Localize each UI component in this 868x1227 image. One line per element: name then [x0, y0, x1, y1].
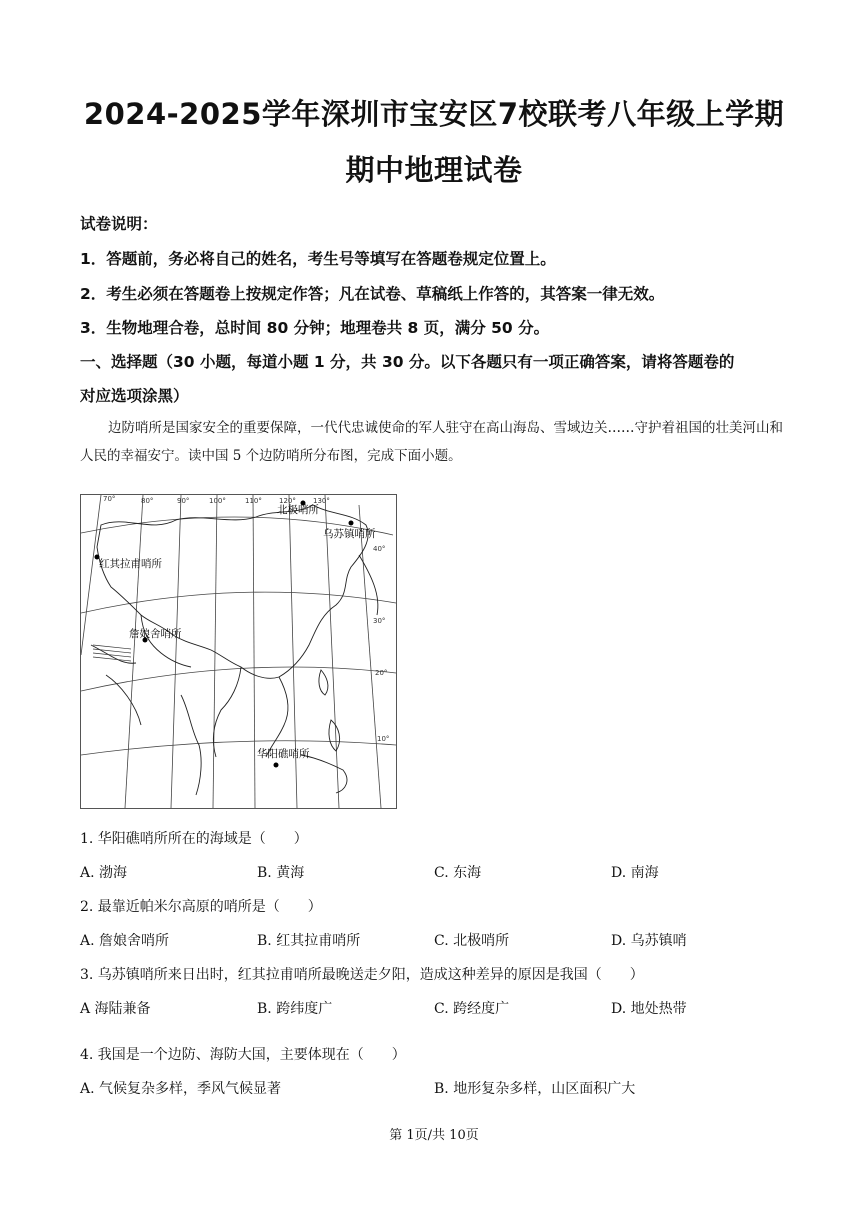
q1-option-a: A. 渤海	[80, 865, 128, 881]
instruction-item-3: 3．生物地理合卷，总时间 80 分钟；地理卷共 8 页，满分 50 分。	[80, 319, 550, 337]
section-heading-line1: 一、选择题（30 小题，每道小题 1 分，共 30 分。以下各题只有一项正确答案，请将答题卷的	[80, 353, 735, 371]
lon-label-80: 80°	[141, 497, 154, 505]
q2-option-c: C. 北极哨所	[434, 933, 510, 949]
question-1-stem: 1. 华阳礁哨所所在的海域是（ ）	[80, 831, 308, 847]
post-marker-huayangjiao	[274, 763, 279, 768]
q1-option-c: C. 东海	[434, 865, 482, 881]
q3-option-c: C. 跨经度广	[434, 1001, 510, 1017]
lon-label-110: 110°	[245, 497, 262, 505]
question-4-stem: 4. 我国是一个边防、海防大国，主要体现在（ ）	[80, 1047, 406, 1063]
instructions-heading: 试卷说明：	[80, 215, 158, 233]
lon-label-130: 130°	[313, 497, 330, 505]
lon-label-120: 120°	[279, 497, 296, 505]
q1-option-b: B. 黄海	[257, 865, 305, 881]
page-footer: 第 1页/共 10页	[389, 1128, 479, 1143]
post-label-hongqilafu: 红其拉甫哨所	[99, 558, 162, 570]
q3-option-a: A 海陆兼备	[80, 1001, 151, 1017]
q3-option-d: D. 地处热带	[611, 1001, 687, 1017]
q2-option-a: A. 詹娘舍哨所	[80, 933, 170, 949]
q2-option-b: B. 红其拉甫哨所	[257, 933, 361, 949]
lat-label-30: 30°	[373, 617, 386, 625]
post-marker-wusuzhen	[349, 521, 354, 526]
exam-title-line2: 期中地理试卷	[345, 153, 523, 187]
q2-option-d: D. 乌苏镇哨	[611, 933, 687, 949]
question-2-stem: 2. 最靠近帕米尔高原的哨所是（ ）	[80, 899, 322, 915]
post-label-zhanniangshe: 詹娘舍哨所	[129, 628, 182, 640]
lat-label-40: 40°	[373, 545, 386, 553]
q1-option-d: D. 南海	[611, 865, 659, 881]
map-drawing	[81, 495, 396, 808]
lat-label-20: 20°	[375, 669, 388, 677]
instruction-item-1: 1．答题前，务必将自己的姓名，考生号等填写在答题卷规定位置上。	[80, 250, 556, 268]
exam-title-line1: 2024-2025学年深圳市宝安区7校联考八年级上学期	[83, 97, 785, 131]
post-label-wusuzhen: 乌苏镇哨所	[323, 528, 376, 540]
lon-label-100: 100°	[209, 497, 226, 505]
q3-option-b: B. 跨纬度广	[257, 1001, 333, 1017]
border-posts-map	[80, 494, 397, 809]
post-label-huayangjiao: 华阳礁哨所	[257, 748, 310, 760]
lat-label-10: 10°	[377, 735, 390, 743]
instruction-item-2: 2．考生必须在答题卷上按规定作答；凡在试卷、草稿纸上作答的，其答案一律无效。	[80, 285, 665, 303]
q4-option-a: A. 气候复杂多样，季风气候显著	[80, 1081, 282, 1097]
question-3-stem: 3. 乌苏镇哨所来日出时，红其拉甫哨所最晚送走夕阳，造成这种差异的原因是我国（ ）	[80, 967, 644, 983]
lon-label-90: 90°	[177, 497, 190, 505]
reading-passage: 边防哨所是国家安全的重要保障，一代代忠诚使命的军人驻守在高山海岛、雪域边关……守护着祖国的壮美河山和人民的幸福安宁。读中国 5 个边防哨所分布图，完成下面小题。	[80, 420, 783, 464]
q4-option-b: B. 地形复杂多样，山区面积广大	[434, 1081, 636, 1097]
post-label-beiji: 北极哨所	[277, 504, 319, 516]
lon-label-70: 70°	[103, 495, 116, 503]
section-heading-line2: 对应选项涂黑）	[80, 387, 189, 405]
